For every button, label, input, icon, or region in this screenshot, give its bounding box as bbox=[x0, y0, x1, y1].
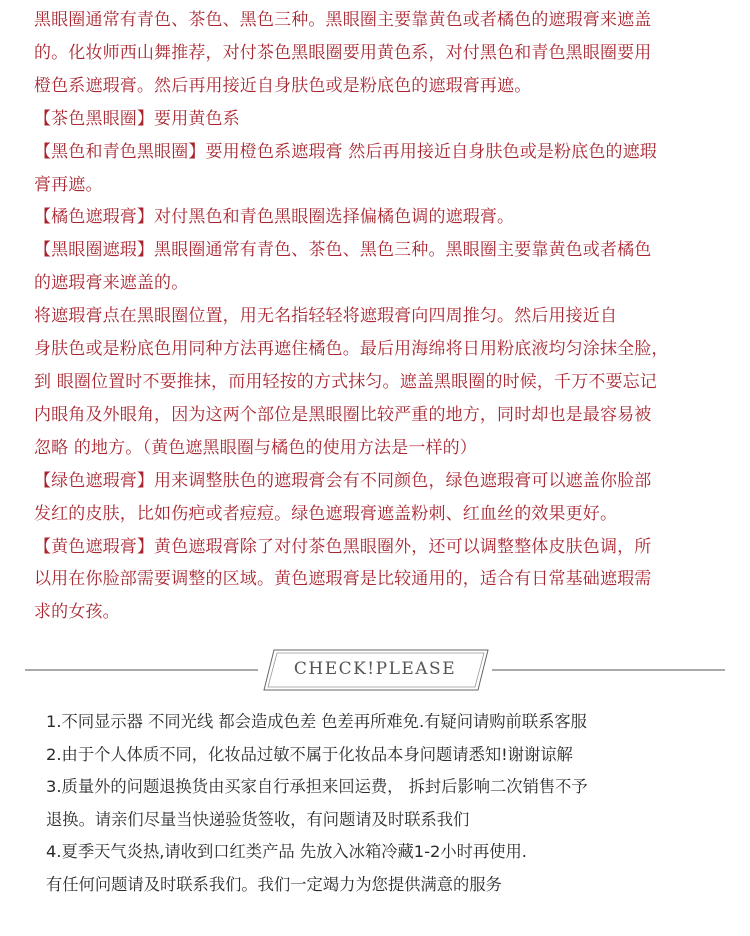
check-please-title: CHECK!PLEASE bbox=[293, 659, 457, 679]
notice-line: 3.质量外的问题退换货由买家自行承担来回运费， 拆封后影响二次销售不予 bbox=[46, 777, 588, 797]
article-line: 的遮瑕膏来遮盖的。 bbox=[34, 273, 189, 294]
article-body bbox=[34, 4, 724, 629]
article-line: 橙色系遮瑕膏。然后再用接近自身肤色或是粉底色的遮瑕膏再遮。 bbox=[34, 75, 532, 96]
article-line: 以用在你脸部需要调整的区域。黄色遮瑕膏是比较通用的，适合有日常基础遮瑕需 bbox=[34, 569, 652, 590]
article-line: 【黄色遮瑕膏】黄色遮瑕膏除了对付茶色黑眼圈外，还可以调整整体皮肤色调，所 bbox=[34, 536, 652, 557]
notice-line: 4.夏季天气炎热,请收到口红类产品 先放入冰箱冷藏1-2小时再使用. bbox=[46, 842, 527, 862]
article-line: 膏再遮。 bbox=[34, 174, 103, 195]
notice-line: 退换。请亲们尽量当快递验货签收，有问题请及时联系我们 bbox=[46, 809, 470, 829]
article-line: 求的女孩。 bbox=[34, 602, 120, 623]
article-line: 【橘色遮瑕膏】对付黑色和青色黑眼圈选择偏橘色调的遮瑕膏。 bbox=[34, 207, 515, 228]
article-line: 忽略 的地方。（黄色遮黑眼圈与橘色的使用方法是一样的） bbox=[34, 437, 477, 458]
notice-list bbox=[46, 706, 726, 902]
notice-line: 1.不同显示器 不同光线 都会造成色差 色差再所难免.有疑问请购前联系客服 bbox=[46, 712, 587, 731]
notice-line: 有任何问题请及时联系我们。我们一定竭力为您提供满意的服务 bbox=[46, 874, 502, 894]
article-line: 【茶色黑眼圈】要用黄色系 bbox=[34, 108, 240, 129]
article-line: 黑眼圈通常有青色、茶色、黑色三种。黑眼圈主要靠黄色或者橘色的遮瑕膏来遮盖 bbox=[34, 10, 652, 30]
article-line: 内眼角及外眼角，因为这两个部位是黑眼圈比较严重的地方，同时却也是最容易被 bbox=[34, 404, 652, 425]
article-line: 将遮瑕膏点在黑眼圈位置，用无名指轻轻将遮瑕膏向四周推匀。然后用接近自 bbox=[34, 306, 618, 327]
article-line: 【黑眼圈遮瑕】黑眼圈通常有青色、茶色、黑色三种。黑眼圈主要靠黄色或者橘色 bbox=[34, 240, 652, 261]
article-line: 【黑色和青色黑眼圈】要用橙色系遮瑕膏 然后再用接近自身肤色或是粉底色的遮瑕 bbox=[34, 141, 657, 162]
article-line: 的。化妆师西山舞推荐，对付茶色黑眼圈要用黄色系，对付黑色和青色黑眼圈要用 bbox=[34, 42, 652, 63]
article-line: 发红的皮肤，比如伤疤或者痘痘。绿色遮瑕膏遮盖粉刺、红血丝的效果更好。 bbox=[34, 503, 618, 524]
article-line: 身肤色或是粉底色用同种方法再遮住橘色。最后用海绵将日用粉底液均匀涂抹全脸， bbox=[34, 339, 669, 360]
article-line: 【绿色遮瑕膏】用来调整肤色的遮瑕膏会有不同颜色，绿色遮瑕膏可以遮盖你脸部 bbox=[34, 470, 652, 491]
article-line: 到 眼圈位置时不要推抹，而用轻按的方式抹匀。遮盖黑眼圈的时候，千万不要忘记 bbox=[34, 371, 657, 392]
notice-line: 2.由于个人体质不同，化妆品过敏不属于化妆品本身问题请悉知!谢谢谅解 bbox=[46, 744, 573, 764]
